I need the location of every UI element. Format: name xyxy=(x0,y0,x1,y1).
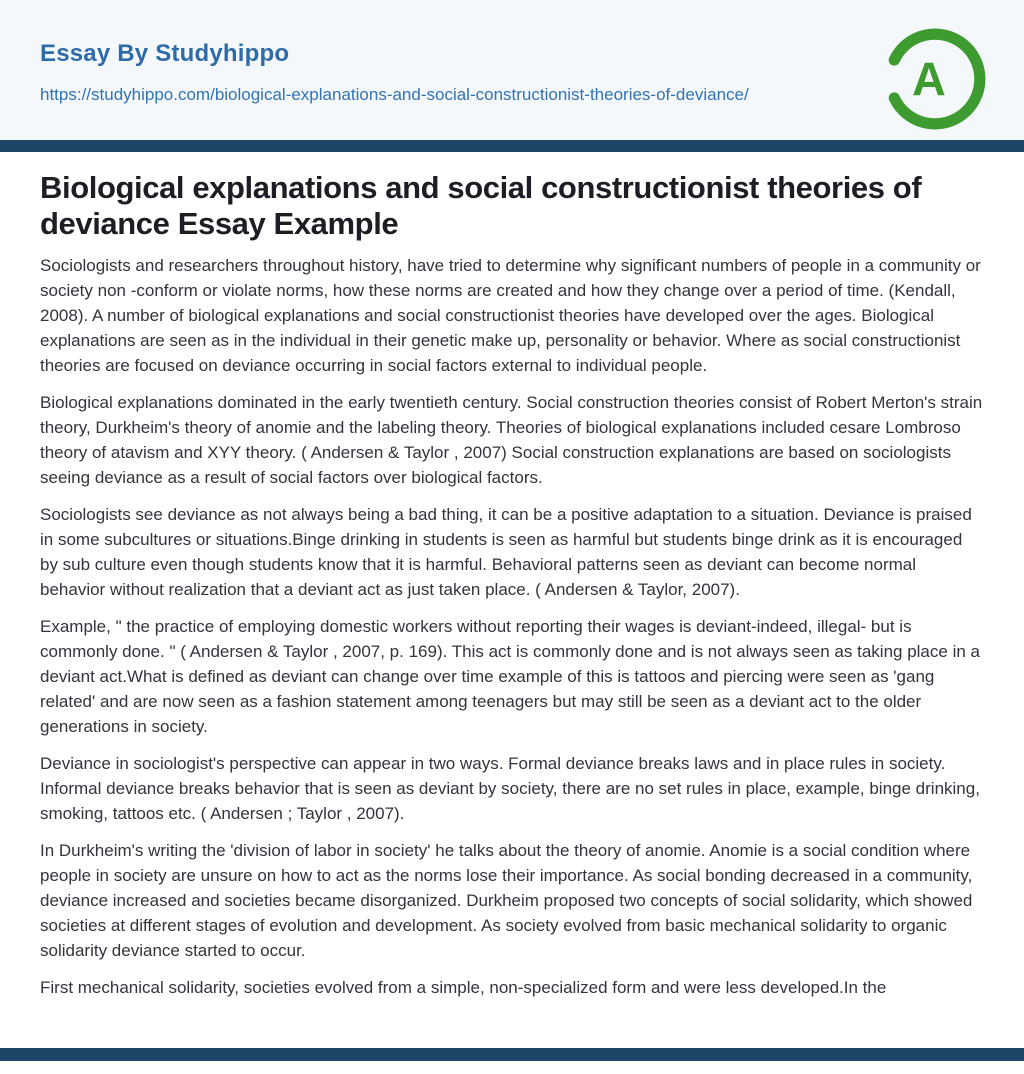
essay-paragraph: First mechanical solidarity, societies evolved from a simple, non-specialized form and were less developed.In the xyxy=(40,978,887,997)
essay-paragraph: Sociologists see deviance as not always being a bad thing, it can be a positive adaptation to a situation. Deviance is praised in some subcultures or situations.Binge drinking in students is seen as harmful but students binge drink as it is encouraged by sub culture even though students know that it is harmful. Behavioral patterns seen as deviant can become normal behavior without realization that a deviant act as just taken place. ( Andersen & Taylor, 2007). xyxy=(40,505,972,599)
essay-title: Biological explanations and social constructionist theories of deviance Essay Example xyxy=(40,170,922,241)
site-byline: Essay By Studyhippo xyxy=(40,40,290,67)
essay-paragraph: In Durkheim's writing the 'division of labor in society' he talks about the theory of anomie. Anomie is a social condition where people in society are unsure on how to act as the norms lose their importance. As social bonding decreased in a community, deviance increased and societies became disorganized. Durkheim proposed two concepts of social solidarity, which showed societies at different stages of evolution and development. As society evolved from basic mechanical solidarity to organic solidarity deviance started to occur. xyxy=(40,841,973,960)
studyhippo-logo[interactable] xyxy=(884,28,986,130)
page-header xyxy=(0,0,1024,140)
essay-paragraph: Example, " the practice of employing domestic workers without reporting their wages is deviant-indeed, illegal- but is commonly done. " ( Andersen & Taylor , 2007, p. 169). This act is commonly done and is not always seen as taking place in a deviant act.What is defined as deviant can change over time example of this is tattoos and piercing were seen as 'gang related' and are now seen as a fashion statement among teenagers but may still be seen as a deviant act to the older generations in society. xyxy=(40,617,980,736)
footer-divider-bar xyxy=(0,1048,1024,1061)
essay-paragraph: Deviance in sociologist's perspective can appear in two ways. Formal deviance breaks laws and in place rules in society. Informal deviance breaks behavior that is seen as deviant by society, there are no set rules in place, example, binge drinking, smoking, tattoos etc. ( Andersen ; Taylor , 2007). xyxy=(40,754,980,823)
essay-paragraph: Sociologists and researchers throughout history, have tried to determine why significant numbers of people in a community or society non -conform or violate norms, how these norms are created and how they change over a period of time. (Kendall, 2008). A number of biological explanations and social constructionist theories have developed over the ages. Biological explanations are seen as in the individual in their genetic make up, personality or behavior. Where as social constructionist theories are focused on deviance occurring in social factors external to individual people. xyxy=(40,256,981,375)
essay-content xyxy=(0,170,1024,1000)
logo-arc-icon xyxy=(884,28,986,130)
essay-url-link[interactable]: https://studyhippo.com/biological-explanations-and-social-constructionist-theories-of-deviance/ xyxy=(40,85,749,104)
logo-letter: A xyxy=(911,53,946,106)
essay-paragraph: Biological explanations dominated in the early twentieth century. Social construction theories consist of Robert Merton's strain theory, Durkheim's theory of anomie and the labeling theory. Theories of biological explanations included cesare Lombroso theory of atavism and XYY theory. ( Andersen & Taylor , 2007) Social construction explanations are based on sociologists seeing deviance as a result of social factors over biological factors. xyxy=(40,393,983,487)
header-divider-bar xyxy=(0,140,1024,152)
